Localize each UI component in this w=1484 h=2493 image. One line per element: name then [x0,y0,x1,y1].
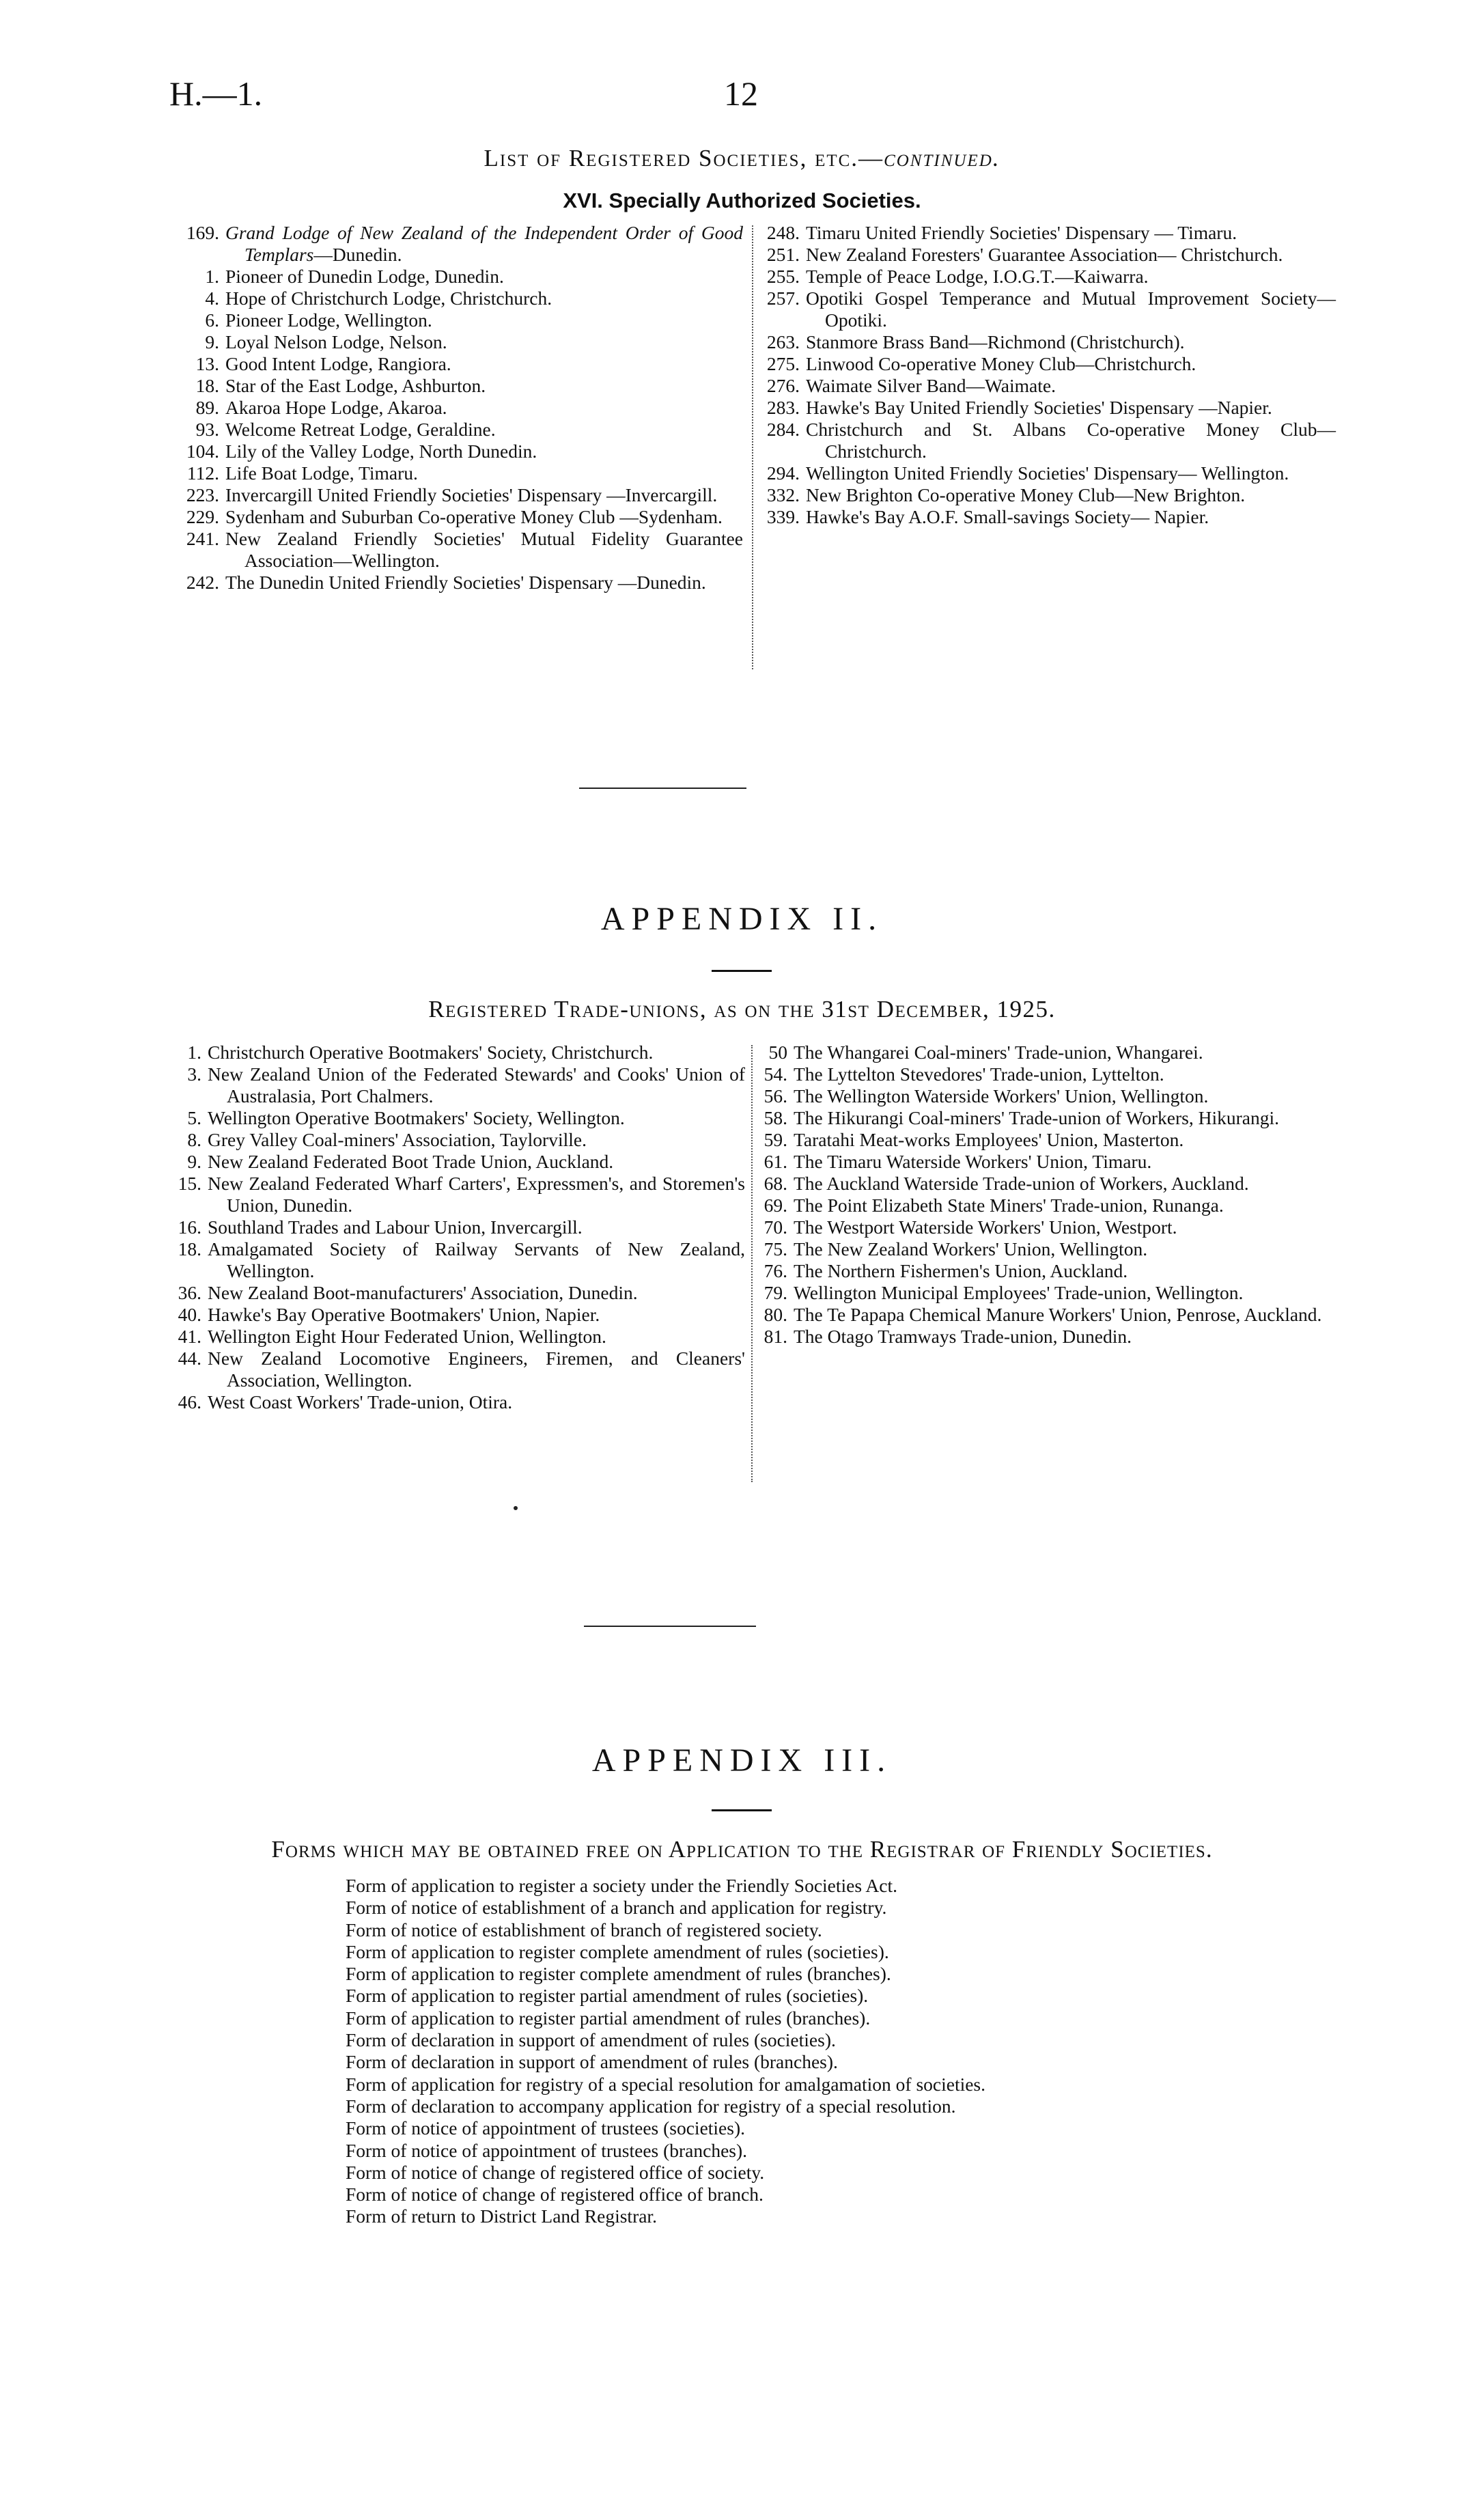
separator-rule [584,1626,756,1627]
entry-text: Pioneer Lodge, Wellington. [225,309,432,331]
list-entry [757,375,1336,397]
entry-text: Linwood Co-operative Money Club—Christchurch. [806,353,1196,374]
entry-text: New Zealand Federated Boot Trade Union, Auckland. [208,1151,614,1172]
entry-number: 6. [205,309,219,331]
list-entry [757,353,1336,375]
entry-number: 8. [187,1129,201,1150]
entry-number: 54. [764,1063,787,1085]
entry-text: The Wellington Waterside Workers' Union, Wellington. [794,1085,1209,1106]
stray-dot [514,1506,518,1510]
list-entry [169,1151,745,1173]
entry-number: 242. [186,572,219,593]
entry-text: New Zealand Friendly Societies' Mutual Fidelity Guarantee Association—Wellington. [225,528,743,571]
entry-text: The Whangarei Coal-miners' Trade-union, Whangarei. [794,1042,1203,1063]
list-entry [169,1391,745,1413]
list-entry [169,1107,745,1129]
list-entry [748,1063,1336,1085]
appendix-ii-title: APPENDIX II. [600,901,884,937]
list-title [0,145,1484,172]
entry-number: 5. [187,1107,201,1128]
entry-number: 18. [195,375,219,396]
entry-number: 61. [764,1151,787,1172]
list-entry [757,397,1336,419]
entry-text: The Northern Fishermen's Union, Auckland. [794,1260,1128,1281]
entry-text: Hawke's Bay Operative Bootmakers' Union, Napier. [208,1304,600,1325]
form-item: Form of application to register complete amendment of rules (branches). [346,1963,891,1985]
list-entry [171,419,743,441]
appendix-ii-right-column [748,1042,1336,1348]
entry-number: 248. [766,222,800,243]
entry-number: 59. [764,1129,787,1150]
entry-text: Akaroa Hope Lodge, Akaroa. [225,397,447,418]
list-entry [748,1326,1336,1348]
entry-text: The Westport Waterside Workers' Union, Westport. [794,1216,1177,1238]
entry-number: 75. [764,1238,787,1259]
entry-text: The New Zealand Workers' Union, Wellington. [794,1238,1148,1259]
entry-text: Hope of Christchurch Lodge, Christchurch. [225,288,552,309]
column-divider [752,225,753,669]
entry-number: 46. [178,1391,201,1412]
entry-number: 69. [764,1195,787,1216]
list-entry [757,244,1336,266]
entry-text-part: Grand Lodge of New Zealand of the Independent Order of Good Templars [225,222,743,265]
entry-number: 294. [766,462,800,484]
form-item: Form of notice of change of registered office of branch. [346,2184,764,2205]
entry-text: Timaru United Friendly Societies' Dispensary — Timaru. [806,222,1237,243]
entry-text: Opotiki Gospel Temperance and Mutual Improvement Society—Opotiki. [806,288,1336,331]
list-entry [171,309,743,331]
entry-number: 276. [766,375,800,396]
entry-text: Hawke's Bay United Friendly Societies' Dispensary —Napier. [806,397,1272,418]
list-entry [171,375,743,397]
entry-number: 70. [764,1216,787,1238]
form-item: Form of notice of appointment of trustees (societies). [346,2117,745,2139]
form-item: Form of return to District Land Registrar. [346,2205,657,2227]
entry-text: New Zealand Boot-manufacturers' Association, Dunedin. [208,1282,638,1303]
list-entry [748,1304,1336,1326]
entry-number: 36. [178,1282,201,1303]
list-entry [171,528,743,572]
entry-text: Good Intent Lodge, Rangiora. [225,353,451,374]
form-item: Form of application for registry of a special resolution for amalgamation of societies. [346,2073,986,2095]
form-item: Form of application to register partial amendment of rules (societies). [346,1985,869,2007]
entry-number: 1. [187,1042,201,1063]
entry-number: 89. [195,397,219,418]
section-xvi-left-column [171,222,743,594]
entry-text: Taratahi Meat-works Employees' Union, Masterton. [794,1129,1184,1150]
entry-number: 50 [768,1042,787,1063]
entry-text: New Zealand Federated Wharf Carters', Expressmen's, and Storemen's Union, Dunedin. [208,1173,745,1216]
entry-number: 9. [205,331,219,352]
entry-number: 44. [178,1348,201,1369]
form-item: Form of declaration in support of amendment of rules (societies). [346,2029,836,2051]
entry-text: The Otago Tramways Trade-union, Dunedin. [794,1326,1132,1347]
entry-text: Lily of the Valley Lodge, North Dunedin. [225,441,537,462]
entry-text: Invercargill United Friendly Societies' Dispensary —Invercargill. [225,484,718,505]
form-item: Form of notice of establishment of a branch and application for registry. [346,1897,887,1919]
list-entry [169,1173,745,1216]
form-item: Form of notice of change of registered office of society. [346,2161,765,2183]
entry-number: 3. [187,1063,201,1085]
list-entry [169,1304,745,1326]
list-entry [757,288,1336,331]
list-entry [169,1063,745,1107]
list-entry [748,1042,1336,1063]
entry-number: 13. [195,353,219,374]
entry-text: Southland Trades and Labour Union, Invercargill. [208,1216,583,1238]
entry-number: 68. [764,1173,787,1194]
entry-number: 9. [187,1151,201,1172]
form-item: Form of notice of appointment of trustees (branches). [346,2139,748,2161]
list-entry [171,222,743,266]
list-entry [757,222,1336,244]
entry-number: 223. [186,484,219,505]
appendix-iii-subtitle: Forms which may be obtained free on Application to the Registrar of Friendly Societies. [271,1836,1213,1863]
entry-number: 40. [178,1304,201,1325]
list-entry [757,506,1336,528]
list-entry [169,1216,745,1238]
entry-number: 18. [178,1238,201,1259]
entry-text: New Zealand Union of the Federated Stewards' and Cooks' Union of Australasia, Port Chalmers. [208,1063,745,1106]
entry-text: The Point Elizabeth State Miners' Trade-union, Runanga. [794,1195,1224,1216]
entry-number: 255. [766,266,800,287]
entry-number: 241. [186,528,219,549]
list-entry [748,1085,1336,1107]
list-entry [171,484,743,506]
entry-text: New Brighton Co-operative Money Club—New Brighton. [806,484,1246,505]
list-entry [748,1151,1336,1173]
entry-text: Wellington Municipal Employees' Trade-union, Wellington. [794,1282,1244,1303]
entry-number: 80. [764,1304,787,1325]
entry-number: 112. [186,462,219,484]
entry-text: The Hikurangi Coal-miners' Trade-union of Workers, Hikurangi. [794,1107,1279,1128]
list-entry [171,506,743,528]
entry-number: 41. [178,1326,201,1347]
entry-number: 79. [764,1282,787,1303]
list-entry [169,1042,745,1063]
entry-number: 251. [766,244,800,265]
entry-number: 169. [186,222,219,243]
list-entry [748,1260,1336,1282]
entry-text: Grey Valley Coal-miners' Association, Taylorville. [208,1129,587,1150]
list-entry [748,1195,1336,1216]
list-entry [171,441,743,462]
list-entry [169,1129,745,1151]
list-entry [171,462,743,484]
forms-list [346,1875,985,2228]
entry-number: 93. [195,419,219,440]
entry-text: Pioneer of Dunedin Lodge, Dunedin. [225,266,504,287]
form-item: Form of application to register a society under the Friendly Societies Act. [346,1875,898,1896]
entry-text: The Lyttelton Stevedores' Trade-union, Lyttelton. [794,1063,1164,1085]
entry-text: The Timaru Waterside Workers' Union, Timaru. [794,1151,1152,1172]
appendix-ii-rule [712,970,772,972]
entry-number: 284. [766,419,800,440]
list-entry [171,266,743,288]
entry-text: West Coast Workers' Trade-union, Otira. [208,1391,513,1412]
entry-text: The Auckland Waterside Trade-union of Workers, Auckland. [794,1173,1249,1194]
entry-text: Wellington United Friendly Societies' Dispensary— Wellington. [806,462,1289,484]
list-entry [169,1238,745,1282]
list-title-main: List of Registered Societies, etc.— [484,145,884,171]
entry-text: Wellington Operative Bootmakers' Society, Wellington. [208,1107,625,1128]
entry-text: Waimate Silver Band—Waimate. [806,375,1056,396]
list-entry [171,353,743,375]
list-entry [169,1326,745,1348]
entry-number: 257. [766,288,800,309]
list-entry [757,266,1336,288]
list-entry [757,462,1336,484]
entry-number: 332. [766,484,800,505]
form-item: Form of declaration in support of amendment of rules (branches). [346,2051,838,2073]
entry-text: Christchurch and St. Albans Co-operative Money Club—Christchurch. [806,419,1336,462]
list-entry [171,572,743,594]
list-entry [748,1173,1336,1195]
entry-number: 76. [764,1260,787,1281]
appendix-ii-left-column [169,1042,745,1413]
page-number: 12 [724,74,758,113]
entry-text-part: —Dunedin. [313,244,402,265]
entry-number: 15. [178,1173,201,1194]
appendix-ii-subtitle: Registered Trade-unions, as on the 31st December, 1925. [428,996,1056,1022]
list-entry [169,1348,745,1391]
list-entry [757,419,1336,462]
entry-text: Stanmore Brass Band—Richmond (Christchurch). [806,331,1185,352]
entry-number: 275. [766,353,800,374]
entry-number: 58. [764,1107,787,1128]
list-entry [748,1216,1336,1238]
list-entry [748,1107,1336,1129]
entry-text: Wellington Eight Hour Federated Union, Wellington. [208,1326,606,1347]
entry-text: The Dunedin United Friendly Societies' Dispensary —Dunedin. [225,572,706,593]
entry-text: Temple of Peace Lodge, I.O.G.T.—Kaiwarra. [806,266,1149,287]
list-title-continued: continued. [884,145,1000,171]
entry-text: Loyal Nelson Lodge, Nelson. [225,331,447,352]
page-reference: H.—1. [169,74,263,113]
separator-rule [579,788,746,789]
form-item: Form of application to register partial amendment of rules (branches). [346,2007,871,2029]
entry-text: New Zealand Foresters' Guarantee Association— Christchurch. [806,244,1283,265]
entry-text: Welcome Retreat Lodge, Geraldine. [225,419,496,440]
list-entry [171,331,743,353]
entry-number: 283. [766,397,800,418]
entry-text: Star of the East Lodge, Ashburton. [225,375,486,396]
form-item: Form of declaration to accompany application for registry of a special resolution. [346,2095,956,2117]
entry-number: 16. [178,1216,201,1238]
list-entry [171,397,743,419]
list-entry [748,1282,1336,1304]
list-entry [757,331,1336,353]
entry-number: 339. [766,506,800,527]
entry-text: Amalgamated Society of Railway Servants of New Zealand, Wellington. [208,1238,745,1281]
entry-number: 104. [186,441,219,462]
entry-text: Christchurch Operative Bootmakers' Society, Christchurch. [208,1042,654,1063]
form-item: Form of notice of establishment of branch of registered society. [346,1919,822,1940]
entry-text: Life Boat Lodge, Timaru. [225,462,418,484]
entry-text: Sydenham and Suburban Co-operative Money Club —Sydenham. [225,506,723,527]
entry-number: 263. [766,331,800,352]
appendix-iii-rule [712,1809,772,1811]
entry-text [225,222,743,266]
list-entry [169,1282,745,1304]
entry-text: Hawke's Bay A.O.F. Small-savings Society— Napier. [806,506,1209,527]
entry-number: 229. [186,506,219,527]
entry-text: New Zealand Locomotive Engineers, Firemen, and Cleaners' Association, Wellington. [208,1348,745,1391]
list-entry [748,1129,1336,1151]
list-entry [748,1238,1336,1260]
entry-text: The Te Papapa Chemical Manure Workers' Union, Penrose, Auckland. [794,1304,1322,1325]
form-item: Form of application to register complete amendment of rules (societies). [346,1940,889,1962]
appendix-iii-title: APPENDIX III. [591,1742,893,1779]
entry-number: 4. [205,288,219,309]
entry-number: 1. [205,266,219,287]
entry-number: 56. [764,1085,787,1106]
section-heading: XVI. Specially Authorized Societies. [563,189,921,212]
entry-number: 81. [764,1326,787,1347]
list-entry [171,288,743,309]
section-xvi-right-column [757,222,1336,528]
list-entry [757,484,1336,506]
